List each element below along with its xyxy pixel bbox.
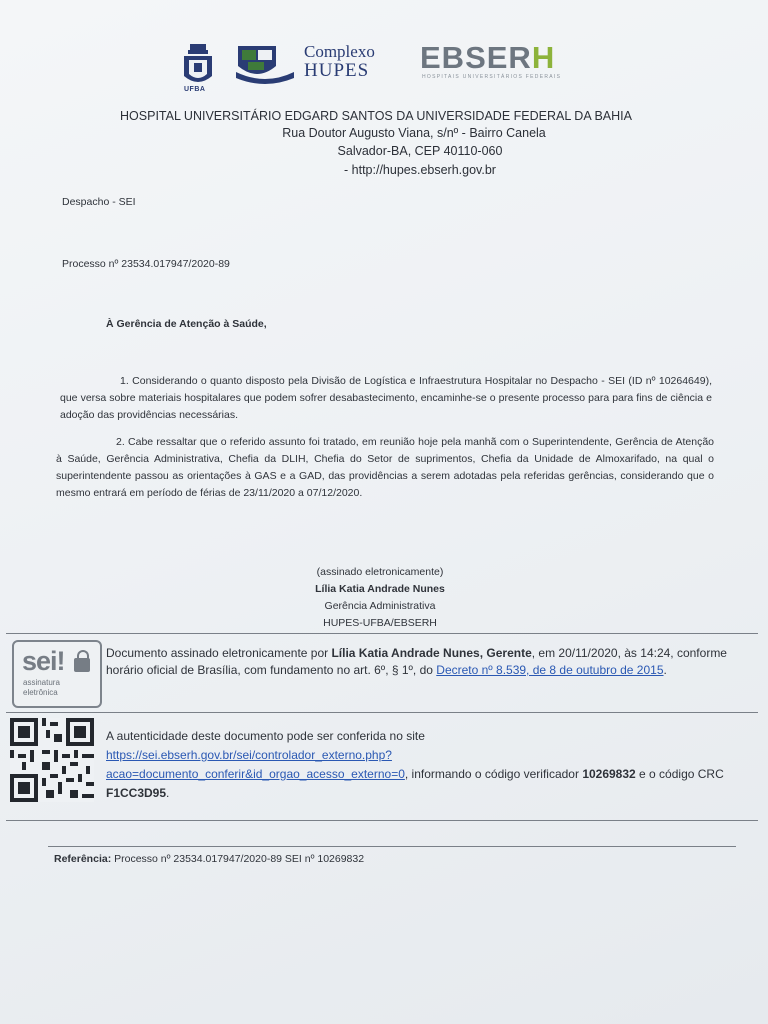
paragraph-2: 2. Cabe ressaltar que o referido assunto foi tratado, em reunião hoje pela manhã com o Superintendente, Gerência de Atenção à Saúde, Gerência Administrativa, Chefia da DLIH, Chefia do Setor de suprimentos, Chefia da Unidade de Almoxarifado, na qual o superintendente passou as orientações à GAS e a GAD, das providências a serem adotadas pela referidas gerências, considerando que o mesmo entrará em período de férias de 23/11/2020 a 07/12/2020. xyxy=(56,436,714,499)
auth-suffix: . xyxy=(166,786,170,800)
sign-prefix: Documento assinado eletronicamente por xyxy=(106,646,332,660)
hospital-city: Salvador-BA, CEP 40110-060 xyxy=(337,144,503,158)
sign-middle: , em 20/11/2020, às 14:24, conforme horário oficial de Brasília, com fundamento no art. 6º, § 1º, do xyxy=(106,646,727,677)
sign-suffix: . xyxy=(663,663,667,677)
process-number: Processo nº 23534.017947/2020-89 xyxy=(62,258,230,270)
signature-note: (assinado eletronicamente) xyxy=(316,566,444,578)
sei-seal-word: sei! xyxy=(22,646,65,676)
auth-middle: , informando o código verificador xyxy=(404,767,583,781)
sei-signature-seal xyxy=(12,640,102,708)
divider xyxy=(6,820,758,821)
divider xyxy=(6,633,758,634)
auth-line1: A autenticidade deste documento pode ser conferida no site xyxy=(106,729,425,743)
hupes-name-text: HUPES xyxy=(304,60,370,81)
qr-code-icon xyxy=(10,718,94,802)
addressee: À Gerência de Atenção à Saúde, xyxy=(106,318,267,330)
auth-middle2: e o código CRC xyxy=(635,767,724,781)
signer-unit: HUPES-UFBA/EBSERH xyxy=(323,617,437,629)
verification-url-link-2[interactable]: acao=documento_conferir&id_orgao_acesso_externo=0 xyxy=(106,767,405,781)
signer-name: Lília Katia Andrade Nunes xyxy=(315,583,445,595)
divider xyxy=(6,712,758,713)
verification-url-link[interactable]: https://sei.ebserh.gov.br/sei/controlador_externo.php? xyxy=(106,748,392,762)
reference-line xyxy=(54,853,364,865)
ufba-label: UFBA xyxy=(184,86,206,93)
electronic-signature-text xyxy=(106,645,746,679)
ebserh-logo-main: EBSER xyxy=(420,40,532,75)
reference-label: Referência: xyxy=(54,853,112,865)
hospital-website: - http://hupes.ebserh.gov.br xyxy=(344,163,496,177)
hospital-name: HOSPITAL UNIVERSITÁRIO EDGARD SANTOS DA UNIVERSIDADE FEDERAL DA BAHIA xyxy=(120,109,632,123)
hupes-shield-icon xyxy=(236,42,294,86)
hupes-complexo-text: Complexo xyxy=(304,42,375,61)
sei-seal-sub2: eletrônica xyxy=(23,688,58,697)
ebserh-logo xyxy=(420,40,555,76)
verification-code: 10269832 xyxy=(582,767,636,781)
decree-link[interactable]: Decreto nº 8.539, de 8 de outubro de 2015 xyxy=(436,663,664,677)
ebserh-logo-h: H xyxy=(531,40,556,75)
lock-icon xyxy=(74,658,90,672)
sei-seal-sub1: assinatura xyxy=(23,678,60,687)
sign-signer: Lília Katia Andrade Nunes, Gerente xyxy=(331,646,532,660)
hospital-address: Rua Doutor Augusto Viana, s/nº - Bairro Canela xyxy=(282,126,546,140)
signer-role: Gerência Administrativa xyxy=(324,600,436,612)
ebserh-subtitle: HOSPITAIS UNIVERSITÁRIOS FEDERAIS xyxy=(422,74,562,80)
crc-code: F1CC3D95 xyxy=(106,786,167,800)
document-type: Despacho - SEI xyxy=(62,196,136,208)
authenticity-text xyxy=(106,727,756,803)
header-logos xyxy=(170,38,590,98)
reference-text: Processo nº 23534.017947/2020-89 SEI nº 10269832 xyxy=(111,853,365,865)
paragraph-1: 1. Considerando o quanto disposto pela Divisão de Logística e Infraestrutura Hospitalar no Despacho - SEI (ID nº 10264649), que versa sobre materiais hospitalares que podem sofrer desabastecimento, encaminhe-se o presente processo para para fins de ciência e adoção das providências necessárias. xyxy=(60,375,712,421)
divider xyxy=(48,846,736,847)
